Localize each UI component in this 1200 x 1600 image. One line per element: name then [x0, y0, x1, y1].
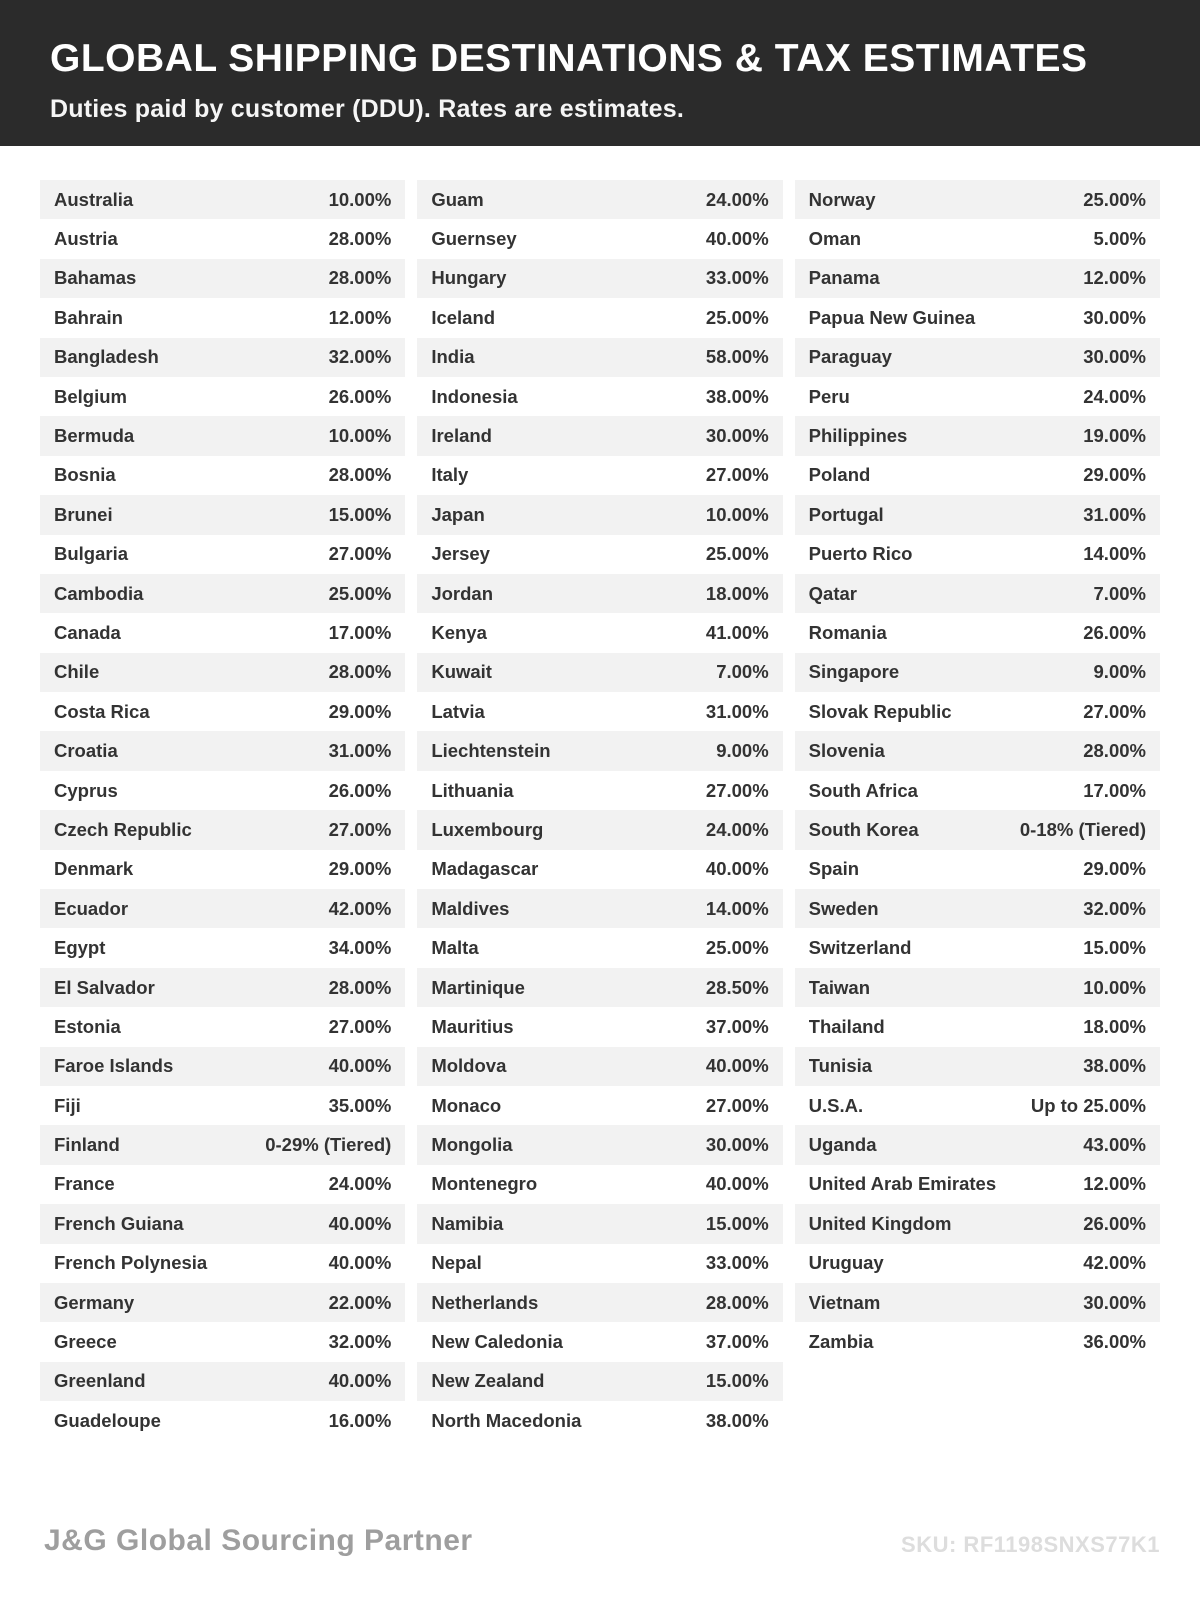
country-name: North Macedonia: [431, 1409, 582, 1431]
tax-rate: 28.00%: [705, 1291, 769, 1313]
country-name: Norway: [808, 188, 876, 210]
country-name: Egypt: [54, 937, 106, 959]
country-name: Brunei: [54, 503, 113, 525]
table-row: [795, 771, 1160, 810]
tax-rate: Up to 25.00%: [1030, 1094, 1146, 1116]
tax-rate: 7.00%: [1093, 582, 1146, 604]
tax-rate: 12.00%: [328, 306, 392, 328]
tax-rate: 29.00%: [1083, 858, 1146, 880]
table-row: [417, 416, 782, 455]
table-row: [40, 495, 405, 534]
table-row: [417, 1283, 782, 1322]
country-name: U.S.A.: [808, 1094, 864, 1116]
tax-rate: 58.00%: [705, 346, 769, 368]
table-row: [417, 1007, 782, 1046]
table-row: [40, 613, 405, 652]
table-row: [40, 692, 405, 731]
table-row: [795, 810, 1160, 849]
table-row: [40, 731, 405, 770]
tax-rate: 30.00%: [1083, 346, 1146, 368]
table-row: [40, 377, 405, 416]
tax-rate: 26.00%: [1083, 1212, 1146, 1234]
tax-rate: 26.00%: [328, 779, 392, 801]
country-name: Austria: [54, 228, 118, 250]
table-row: [40, 1283, 405, 1322]
country-name: Canada: [54, 621, 121, 643]
tax-rate: 29.00%: [1083, 464, 1146, 486]
country-name: Bermuda: [54, 425, 135, 447]
sku-label: SKU: RF1198SNXS77K1: [901, 1532, 1160, 1557]
tax-rate: 40.00%: [705, 228, 769, 250]
country-name: Guadeloupe: [54, 1409, 161, 1431]
tax-rate: 31.00%: [705, 700, 769, 722]
country-name: New Caledonia: [431, 1331, 563, 1353]
table-row: [795, 180, 1160, 219]
country-name: Oman: [808, 228, 862, 250]
tax-rate: 28.00%: [328, 228, 392, 250]
country-name: Croatia: [54, 740, 118, 762]
tax-rate: 26.00%: [328, 385, 392, 407]
table-row: [795, 653, 1160, 692]
country-name: Luxembourg: [431, 818, 544, 840]
table-column-1: [40, 180, 405, 1441]
tax-rate: 28.00%: [1083, 740, 1146, 762]
country-name: Spain: [808, 858, 860, 880]
table-row: [795, 535, 1160, 574]
tax-rate: 27.00%: [328, 1015, 392, 1037]
country-name: Zambia: [808, 1331, 874, 1353]
country-name: Kuwait: [431, 661, 492, 683]
tax-rate: 34.00%: [328, 937, 392, 959]
tax-rate: 19.00%: [1083, 425, 1146, 447]
tax-rate: 42.00%: [328, 897, 392, 919]
tax-rate: 14.00%: [705, 897, 769, 919]
tax-rate: 32.00%: [1083, 897, 1146, 919]
country-name: Liechtenstein: [431, 740, 551, 762]
tax-rate: 26.00%: [1083, 621, 1146, 643]
table-row: [795, 731, 1160, 770]
table-row: [40, 1047, 405, 1086]
table-row: [417, 692, 782, 731]
table-row: [417, 1125, 782, 1164]
table-row: [40, 416, 405, 455]
tax-rate: 35.00%: [328, 1094, 392, 1116]
country-name: Bahamas: [54, 267, 137, 289]
table-row: [795, 928, 1160, 967]
table-row: [40, 771, 405, 810]
table-row: [417, 1086, 782, 1125]
tax-rate: 28.00%: [328, 267, 392, 289]
table-column-2: [417, 180, 782, 1441]
table-row: [795, 338, 1160, 377]
tax-rate: 33.00%: [705, 267, 769, 289]
country-name: Indonesia: [431, 385, 518, 407]
table-row: [795, 298, 1160, 337]
tax-rate: 40.00%: [328, 1212, 392, 1234]
country-name: India: [431, 346, 475, 368]
tax-rate: 37.00%: [705, 1015, 769, 1037]
tax-rate: 10.00%: [1083, 976, 1146, 998]
table-row: [795, 1165, 1160, 1204]
tax-rate: 27.00%: [705, 464, 769, 486]
tax-rate: 10.00%: [328, 425, 392, 447]
table-row: [40, 298, 405, 337]
country-name: Taiwan: [808, 976, 870, 998]
table-row: [795, 692, 1160, 731]
table-row: [417, 495, 782, 534]
table-row: [417, 653, 782, 692]
tax-rate: 40.00%: [328, 1055, 392, 1077]
tax-rate: 25.00%: [1083, 188, 1146, 210]
table-row: [417, 810, 782, 849]
table-row: [40, 574, 405, 613]
table-row: [795, 416, 1160, 455]
page-header: [0, 0, 1200, 146]
tax-rate: 9.00%: [1093, 661, 1146, 683]
tax-rate: 25.00%: [705, 937, 769, 959]
country-name: Latvia: [431, 700, 485, 722]
country-name: Bangladesh: [54, 346, 159, 368]
country-name: Martinique: [431, 976, 525, 998]
table-row: [795, 1086, 1160, 1125]
tax-rate: 0-18% (Tiered): [1019, 818, 1146, 840]
country-name: United Arab Emirates: [808, 1173, 997, 1195]
tax-rate: 42.00%: [1083, 1252, 1146, 1274]
tax-rate: 28.00%: [328, 464, 392, 486]
table-row: [795, 1322, 1160, 1361]
country-name: Lithuania: [431, 779, 514, 801]
country-name: Fiji: [54, 1094, 81, 1116]
table-row: [417, 613, 782, 652]
country-name: Iceland: [431, 306, 496, 328]
table-row: [40, 1401, 405, 1440]
table-row: [417, 1244, 782, 1283]
tax-rate: 37.00%: [705, 1331, 769, 1353]
tax-rate: 14.00%: [1083, 543, 1146, 565]
tax-rate: 17.00%: [1083, 779, 1146, 801]
table-row: [795, 850, 1160, 889]
tax-rate-table: [0, 180, 1200, 1441]
country-name: Japan: [431, 503, 485, 525]
country-name: Greenland: [54, 1370, 146, 1392]
table-row: [417, 968, 782, 1007]
tax-rate: 18.00%: [1083, 1015, 1146, 1037]
table-row: [795, 889, 1160, 928]
table-row: [417, 1401, 782, 1440]
tax-rate: 41.00%: [705, 621, 769, 643]
tax-rate: 10.00%: [705, 503, 769, 525]
page-title: GLOBAL SHIPPING DESTINATIONS & TAX ESTIMATES: [50, 37, 1088, 80]
tax-rate: 22.00%: [328, 1291, 392, 1313]
table-row: [40, 1165, 405, 1204]
country-name: Kenya: [431, 621, 487, 643]
country-name: South Africa: [808, 779, 918, 801]
tax-rate: 28.50%: [705, 976, 769, 998]
country-name: Netherlands: [431, 1291, 539, 1313]
country-name: New Zealand: [431, 1370, 545, 1392]
table-row: [417, 731, 782, 770]
table-row: [40, 259, 405, 298]
country-name: Chile: [54, 661, 100, 683]
country-name: Maldives: [431, 897, 510, 919]
tax-rate: 28.00%: [328, 976, 392, 998]
table-row: [417, 928, 782, 967]
table-row: [40, 1244, 405, 1283]
tax-rate: 25.00%: [328, 582, 392, 604]
tax-rate: 40.00%: [328, 1252, 392, 1274]
table-row: [795, 377, 1160, 416]
table-row: [40, 850, 405, 889]
table-row: [40, 928, 405, 967]
tax-rate: 30.00%: [1083, 1291, 1146, 1313]
table-row: [40, 1204, 405, 1243]
country-name: Qatar: [808, 582, 857, 604]
country-name: French Guiana: [54, 1212, 184, 1234]
table-row: [40, 535, 405, 574]
country-name: Ecuador: [54, 897, 129, 919]
country-name: Papua New Guinea: [808, 306, 976, 328]
country-name: Cambodia: [54, 582, 144, 604]
country-name: Slovak Republic: [808, 700, 952, 722]
table-row: [795, 613, 1160, 652]
tax-rate: 24.00%: [1083, 385, 1146, 407]
tax-rate: 15.00%: [1083, 937, 1146, 959]
tax-rate: 25.00%: [705, 543, 769, 565]
table-column-3: [795, 180, 1160, 1441]
country-name: Peru: [808, 385, 850, 407]
table-row: [40, 1007, 405, 1046]
tax-rate: 32.00%: [328, 346, 392, 368]
country-name: France: [54, 1173, 115, 1195]
table-row: [40, 1362, 405, 1401]
tax-rate: 27.00%: [328, 543, 392, 565]
country-name: Montenegro: [431, 1173, 538, 1195]
tax-rate: 40.00%: [328, 1370, 392, 1392]
table-row: [417, 338, 782, 377]
table-row: [417, 1362, 782, 1401]
table-row: [795, 968, 1160, 1007]
country-name: Faroe Islands: [54, 1055, 174, 1077]
tax-rate: 38.00%: [1083, 1055, 1146, 1077]
table-row: [417, 180, 782, 219]
table-row: [795, 456, 1160, 495]
country-name: Cyprus: [54, 779, 118, 801]
tax-rate: 27.00%: [1083, 700, 1146, 722]
tax-rate: 31.00%: [1083, 503, 1146, 525]
country-name: Greece: [54, 1331, 117, 1353]
table-row: [417, 377, 782, 416]
country-name: Estonia: [54, 1015, 121, 1037]
country-name: Sweden: [808, 897, 879, 919]
tax-rate: 27.00%: [328, 818, 392, 840]
country-name: Panama: [808, 267, 880, 289]
table-row: [417, 574, 782, 613]
country-name: Romania: [808, 621, 887, 643]
tax-rate: 32.00%: [328, 1331, 392, 1353]
table-row: [417, 219, 782, 258]
table-row: [417, 259, 782, 298]
country-name: Switzerland: [808, 937, 912, 959]
tax-rate: 24.00%: [705, 818, 769, 840]
table-row: [795, 495, 1160, 534]
country-name: Puerto Rico: [808, 543, 913, 565]
country-name: Finland: [54, 1134, 120, 1156]
table-row: [40, 889, 405, 928]
country-name: Guernsey: [431, 228, 517, 250]
country-name: Moldova: [431, 1055, 507, 1077]
country-name: United Kingdom: [808, 1212, 952, 1234]
country-name: Mongolia: [431, 1134, 513, 1156]
country-name: Bulgaria: [54, 543, 129, 565]
country-name: French Polynesia: [54, 1252, 208, 1274]
tax-rate: 12.00%: [1083, 267, 1146, 289]
tax-rate: 18.00%: [705, 582, 769, 604]
table-row: [417, 771, 782, 810]
table-row: [417, 1322, 782, 1361]
tax-rate: 10.00%: [328, 188, 392, 210]
country-name: Madagascar: [431, 858, 539, 880]
table-row: [40, 1086, 405, 1125]
table-row: [417, 298, 782, 337]
tax-rate: 17.00%: [328, 621, 392, 643]
tax-rate: 31.00%: [328, 740, 392, 762]
tax-rate: 15.00%: [705, 1370, 769, 1392]
tax-rate: 28.00%: [328, 661, 392, 683]
country-name: Paraguay: [808, 346, 892, 368]
table-row: [417, 850, 782, 889]
tax-rate: 43.00%: [1083, 1134, 1146, 1156]
page-subtitle: Duties paid by customer (DDU). Rates are estimates.: [50, 94, 685, 123]
table-row: [40, 810, 405, 849]
country-name: Philippines: [808, 425, 908, 447]
country-name: Ireland: [431, 425, 492, 447]
tax-rate: 7.00%: [716, 661, 769, 683]
table-row: [40, 180, 405, 219]
tax-rate: 40.00%: [705, 858, 769, 880]
country-name: Denmark: [54, 858, 134, 880]
tax-rate: 38.00%: [705, 385, 769, 407]
tax-rate: 15.00%: [705, 1212, 769, 1234]
country-name: Italy: [431, 464, 469, 486]
country-name: Uruguay: [808, 1252, 884, 1274]
tax-rate: 30.00%: [1083, 306, 1146, 328]
tax-rate: 16.00%: [328, 1409, 392, 1431]
country-name: Poland: [808, 464, 871, 486]
country-name: Guam: [431, 188, 484, 210]
page-footer: [0, 1524, 1200, 1558]
table-row: [795, 259, 1160, 298]
tax-rate: 33.00%: [705, 1252, 769, 1274]
tax-rate: 40.00%: [705, 1055, 769, 1077]
table-row: [417, 535, 782, 574]
table-row: [417, 889, 782, 928]
table-row: [40, 456, 405, 495]
tax-rate: 5.00%: [1093, 228, 1146, 250]
country-name: Jersey: [431, 543, 490, 565]
brand-name: J&G Global Sourcing Partner: [44, 1524, 473, 1557]
tax-rate: 30.00%: [705, 425, 769, 447]
tax-rate: 0-29% (Tiered): [265, 1134, 392, 1156]
country-name: Germany: [54, 1291, 135, 1313]
tax-rate: 30.00%: [705, 1134, 769, 1156]
country-name: Costa Rica: [54, 700, 150, 722]
tax-rate: 15.00%: [328, 503, 392, 525]
tax-rate: 27.00%: [705, 1094, 769, 1116]
table-row: [40, 968, 405, 1007]
country-name: Jordan: [431, 582, 494, 604]
tax-rate: 29.00%: [328, 700, 392, 722]
table-row: [795, 1047, 1160, 1086]
country-name: Malta: [431, 937, 479, 959]
table-row: [795, 574, 1160, 613]
country-name: El Salvador: [54, 976, 155, 998]
country-name: Thailand: [808, 1015, 885, 1037]
tax-rate: 25.00%: [705, 306, 769, 328]
table-row: [795, 1125, 1160, 1164]
table-row: [795, 219, 1160, 258]
country-name: Bahrain: [54, 306, 123, 328]
country-name: Czech Republic: [54, 818, 192, 840]
country-name: Portugal: [808, 503, 884, 525]
table-row: [40, 653, 405, 692]
country-name: Slovenia: [808, 740, 885, 762]
table-row: [417, 1165, 782, 1204]
country-name: Mauritius: [431, 1015, 514, 1037]
tax-rate: 29.00%: [328, 858, 392, 880]
table-row: [40, 1125, 405, 1164]
country-name: Vietnam: [808, 1291, 881, 1313]
country-name: Hungary: [431, 267, 507, 289]
country-name: Australia: [54, 188, 134, 210]
country-name: Singapore: [808, 661, 900, 683]
table-row: [417, 456, 782, 495]
country-name: Nepal: [431, 1252, 482, 1274]
country-name: Tunisia: [808, 1055, 873, 1077]
table-row: [795, 1204, 1160, 1243]
country-name: Bosnia: [54, 464, 116, 486]
tax-rate: 9.00%: [716, 740, 769, 762]
table-row: [40, 1322, 405, 1361]
table-row: [795, 1283, 1160, 1322]
table-row: [40, 338, 405, 377]
tax-rate: 12.00%: [1083, 1173, 1146, 1195]
table-row: [417, 1047, 782, 1086]
tax-rate: 24.00%: [705, 188, 769, 210]
country-name: Uganda: [808, 1134, 877, 1156]
country-name: Belgium: [54, 385, 127, 407]
tax-rate: 27.00%: [705, 779, 769, 801]
table-row: [795, 1244, 1160, 1283]
table-row: [417, 1204, 782, 1243]
country-name: South Korea: [808, 818, 919, 840]
table-row: [795, 1007, 1160, 1046]
tax-rate: 40.00%: [705, 1173, 769, 1195]
tax-rate: 24.00%: [328, 1173, 392, 1195]
tax-rate: 38.00%: [705, 1409, 769, 1431]
country-name: Namibia: [431, 1212, 504, 1234]
table-row: [40, 219, 405, 258]
country-name: Monaco: [431, 1094, 502, 1116]
tax-rate: 36.00%: [1083, 1331, 1146, 1353]
